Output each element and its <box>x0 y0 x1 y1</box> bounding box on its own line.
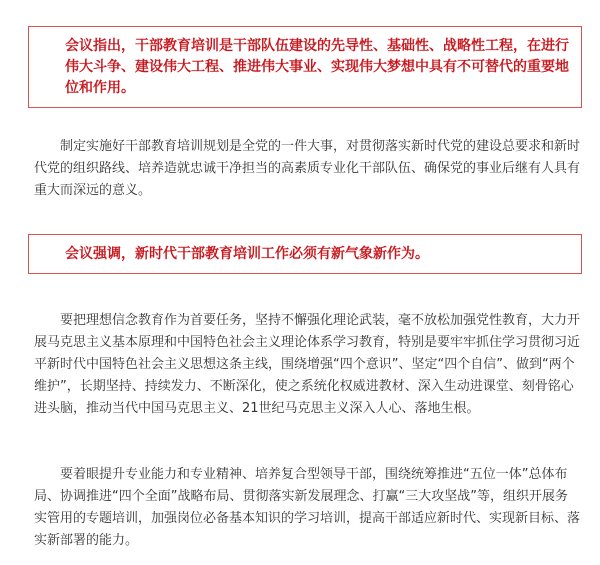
callout-box-2 <box>28 234 582 274</box>
callout-text-1: 会议指出，干部教育培训是干部队伍建设的先导性、基础性、战略性工程，在进行伟大斗争、建设伟大工程、推进伟大事业、实现伟大梦想中具有不可替代的重要地位和作用。 <box>65 38 569 96</box>
paragraph-2: 要把理想信念教育作为首要任务，坚持不懈强化理论武装，毫不放松加强党性教育，大力开展马克思主义基本原理和中国特色社会主义理论体系学习教育，特别是要牢牢抓住学习贯彻习近平新时代中国特色社会主义思想这条主线，围绕增强“四个意识”、坚定“四个自信”、做到“两个维护”，长期坚持、持续发力、不断深化，使之系统化权威进教材、深入生动进课堂、刻骨铭心进头脑，推动当代中国马克思主义、21世纪马克思主义深入人心、落地生根。 <box>34 313 581 416</box>
callout-box-1 <box>28 26 582 108</box>
callout-text-2: 会议强调，新时代干部教育培训工作必须有新气象新作为。 <box>65 246 429 262</box>
paragraph-3: 要着眼提升专业能力和专业精神、培养复合型领导干部，围绕统筹推进“五位一体”总体布局、协调推进“四个全面”战略布局、贯彻落实新发展理念、打赢“三大攻坚战”等，组织开展务实管用的专题培训，加强岗位必备基本知识的学习培训，提高干部适应新时代、实现新目标、落实新部署的能力。 <box>34 467 581 548</box>
paragraph-1: 制定实施好干部教育培训规划是全党的一件大事，对贯彻落实新时代党的建设总要求和新时代党的组织路线、培养造就忠诚干净担当的高素质专业化干部队伍、确保党的事业后继有人具有重大而深远的意义。 <box>34 139 581 198</box>
